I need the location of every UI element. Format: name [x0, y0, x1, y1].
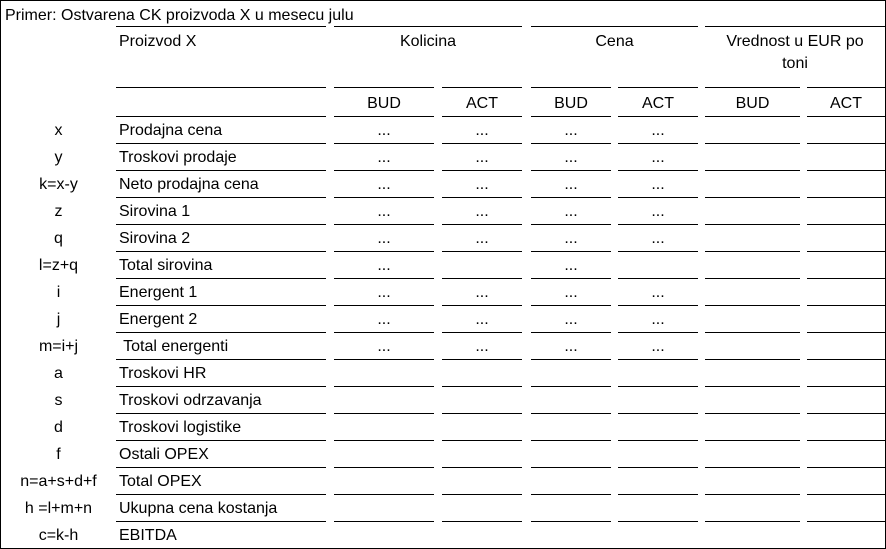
subheader-4: BUD [735, 95, 770, 112]
row-underline [705, 440, 800, 441]
group-header-kolicina: Kolicina [399, 33, 457, 50]
row-label: Prodajna cena [119, 122, 223, 139]
row-underline [618, 386, 698, 387]
row-cell: ... [475, 176, 489, 193]
row-underline [334, 224, 434, 225]
row-code: d [54, 419, 63, 436]
row-cell: ... [564, 311, 578, 328]
header-underline-f [705, 87, 800, 88]
row-underline [705, 494, 800, 495]
subheader-3: ACT [642, 95, 674, 112]
row-underline [618, 197, 698, 198]
row-underline [531, 440, 611, 441]
row-underline [618, 224, 698, 225]
row-cell: ... [651, 230, 665, 247]
row-underline [618, 494, 698, 495]
row-label: Sirovina 1 [119, 203, 191, 220]
row-underline [442, 413, 522, 414]
row-underline [531, 413, 611, 414]
row-underline [531, 521, 611, 522]
row-cell: ... [564, 230, 578, 247]
row-underline [618, 359, 698, 360]
row-underline [807, 278, 885, 279]
row-underline [116, 386, 326, 387]
row-underline [618, 305, 698, 306]
row-cell: ... [377, 230, 391, 247]
subheader-0: BUD [367, 95, 401, 112]
row-underline [334, 278, 434, 279]
row-underline [705, 197, 800, 198]
row-underline [116, 170, 326, 171]
row-underline [705, 467, 800, 468]
subheader-5: ACT [830, 95, 862, 112]
row-cell: ... [475, 122, 489, 139]
row-underline [442, 170, 522, 171]
row-underline [116, 521, 326, 522]
row-label: Neto prodajna cena [119, 176, 259, 193]
row-cell: ... [564, 257, 578, 274]
row-cell: ... [377, 257, 391, 274]
row-underline [705, 278, 800, 279]
row-label: Troskovi odrzavanja [119, 392, 262, 409]
header-underline-e [618, 87, 698, 88]
row-underline [334, 467, 434, 468]
row-underline [116, 332, 326, 333]
group-header-cena: Cena [595, 33, 634, 50]
row-cell: ... [377, 338, 391, 355]
row-underline [334, 197, 434, 198]
row-cell: ... [377, 284, 391, 301]
row-code: f [56, 446, 61, 463]
header-underline-g [807, 87, 885, 88]
row-underline [531, 494, 611, 495]
row-underline [531, 359, 611, 360]
row-code: j [56, 311, 61, 328]
row-cell: ... [377, 122, 391, 139]
subheader-underline-2 [442, 116, 522, 117]
row-cell: ... [564, 176, 578, 193]
row-underline [807, 170, 885, 171]
row-label: Ukupna cena kostanja [119, 500, 278, 517]
row-underline [442, 494, 522, 495]
row-cell: ... [377, 176, 391, 193]
row-underline [618, 278, 698, 279]
row-underline [442, 224, 522, 225]
row-underline [442, 305, 522, 306]
row-underline [807, 467, 885, 468]
row-cell: ... [475, 338, 489, 355]
row-underline [705, 413, 800, 414]
row-underline [705, 521, 800, 522]
row-underline [334, 440, 434, 441]
row-underline [531, 170, 611, 171]
row-underline [807, 440, 885, 441]
row-label: EBITDA [119, 527, 177, 544]
row-underline [334, 305, 434, 306]
row-underline [807, 143, 885, 144]
group-header-vrednost-line2: toni [782, 55, 808, 72]
title-underline-a [116, 26, 326, 27]
sheet-title: Primer: Ostvarena CK proizvoda X u mesecu julu [5, 7, 354, 24]
row-code: y [54, 149, 63, 166]
row-underline [334, 143, 434, 144]
row-underline [807, 494, 885, 495]
row-underline [807, 224, 885, 225]
row-label: Energent 1 [119, 284, 198, 301]
header-underline-a [116, 87, 326, 88]
row-underline [116, 494, 326, 495]
row-underline [618, 413, 698, 414]
subheader-underline-3 [531, 116, 611, 117]
row-underline [442, 359, 522, 360]
row-underline [116, 278, 326, 279]
row-code: x [54, 122, 63, 139]
row-underline [807, 332, 885, 333]
row-code: k=x-y [39, 176, 78, 193]
row-underline [618, 440, 698, 441]
row-underline [705, 251, 800, 252]
subheader-underline-6 [807, 116, 885, 117]
row-underline [531, 386, 611, 387]
row-code: a [54, 365, 63, 382]
row-underline [705, 386, 800, 387]
row-underline [334, 170, 434, 171]
product-header: Proizvod X [119, 33, 197, 50]
row-underline [531, 251, 611, 252]
row-underline [705, 143, 800, 144]
row-code: n=a+s+d+f [20, 473, 97, 490]
row-underline [531, 278, 611, 279]
group-header-vrednost-line1: Vrednost u EUR po [726, 33, 864, 50]
row-cell: ... [651, 176, 665, 193]
row-underline [618, 251, 698, 252]
row-underline [705, 170, 800, 171]
row-cell: ... [475, 230, 489, 247]
title-underline-b [334, 26, 522, 27]
row-code: q [54, 230, 63, 247]
row-label: Energent 2 [119, 311, 198, 328]
title-underline-d [705, 26, 885, 27]
row-underline [116, 359, 326, 360]
row-underline [442, 521, 522, 522]
subheader-2: BUD [554, 95, 588, 112]
row-underline [531, 332, 611, 333]
subheader-underline-4 [618, 116, 698, 117]
row-underline [334, 521, 434, 522]
row-underline [531, 197, 611, 198]
row-underline [807, 197, 885, 198]
row-underline [116, 251, 326, 252]
row-underline [618, 521, 698, 522]
row-code: i [56, 284, 61, 301]
row-underline [334, 386, 434, 387]
subheader-underline-0 [116, 116, 326, 117]
row-underline [442, 332, 522, 333]
row-cell: ... [377, 311, 391, 328]
row-underline [531, 467, 611, 468]
row-cell: ... [651, 338, 665, 355]
title-underline-c [531, 26, 698, 27]
row-label: Troskovi HR [119, 365, 207, 382]
row-underline [531, 224, 611, 225]
row-underline [618, 467, 698, 468]
header-underline-d [531, 87, 611, 88]
row-underline [442, 251, 522, 252]
row-label: Troskovi prodaje [119, 149, 237, 166]
row-underline [618, 332, 698, 333]
row-underline [442, 143, 522, 144]
row-underline [116, 467, 326, 468]
row-underline [334, 251, 434, 252]
row-cell: ... [564, 122, 578, 139]
row-underline [531, 143, 611, 144]
row-underline [442, 467, 522, 468]
row-label: Troskovi logistike [119, 419, 242, 436]
row-underline [807, 359, 885, 360]
row-underline [705, 359, 800, 360]
row-underline [807, 521, 885, 522]
row-underline [116, 305, 326, 306]
row-code: c=k-h [38, 527, 79, 544]
row-code: m=i+j [38, 338, 79, 355]
row-underline [531, 305, 611, 306]
subheader-underline-1 [334, 116, 434, 117]
row-underline [807, 413, 885, 414]
row-underline [442, 440, 522, 441]
row-underline [618, 143, 698, 144]
row-cell: ... [475, 311, 489, 328]
row-underline [116, 197, 326, 198]
row-code: s [54, 392, 63, 409]
row-label: Ostali OPEX [119, 446, 209, 463]
row-cell: ... [564, 284, 578, 301]
row-cell: ... [564, 149, 578, 166]
subheader-1: ACT [466, 95, 498, 112]
row-cell: ... [475, 149, 489, 166]
row-underline [334, 332, 434, 333]
row-cell: ... [475, 284, 489, 301]
row-underline [116, 143, 326, 144]
row-underline [334, 494, 434, 495]
row-label: Total OPEX [119, 473, 202, 490]
row-underline [705, 224, 800, 225]
header-underline-b [334, 87, 434, 88]
row-cell: ... [564, 338, 578, 355]
row-code: z [54, 203, 63, 220]
row-underline [116, 440, 326, 441]
row-underline [807, 386, 885, 387]
row-underline [442, 278, 522, 279]
row-cell: ... [475, 203, 489, 220]
row-cell: ... [377, 149, 391, 166]
row-underline [116, 413, 326, 414]
row-underline [442, 386, 522, 387]
row-underline [807, 251, 885, 252]
row-code: l=z+q [38, 257, 79, 274]
row-label: Sirovina 2 [119, 230, 191, 247]
row-underline [116, 224, 326, 225]
row-cell: ... [377, 203, 391, 220]
row-underline [618, 170, 698, 171]
row-cell: ... [651, 122, 665, 139]
row-cell: ... [651, 149, 665, 166]
header-underline-c [442, 87, 522, 88]
row-label: Total energenti [119, 338, 229, 355]
row-cell: ... [564, 203, 578, 220]
row-cell: ... [651, 311, 665, 328]
row-underline [705, 332, 800, 333]
row-underline [442, 197, 522, 198]
row-underline [705, 305, 800, 306]
row-label: Total sirovina [119, 257, 213, 274]
row-underline [334, 359, 434, 360]
row-code: h =l+m+n [24, 500, 93, 517]
row-cell: ... [651, 203, 665, 220]
subheader-underline-5 [705, 116, 800, 117]
row-underline [334, 413, 434, 414]
row-underline [807, 305, 885, 306]
row-cell: ... [651, 284, 665, 301]
